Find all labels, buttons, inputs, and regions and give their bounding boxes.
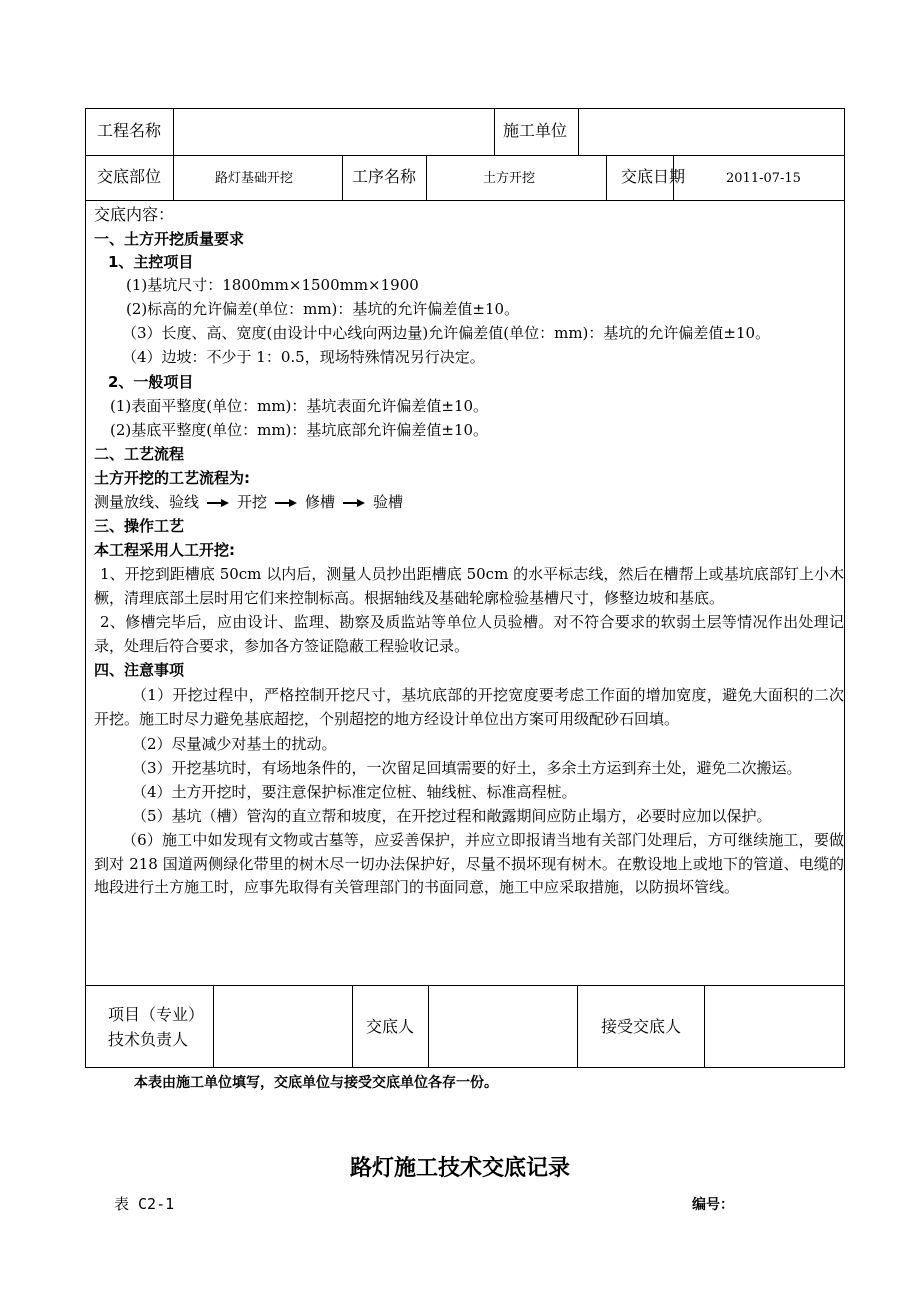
main-item-2: (2)标高的允许偏差(单位：mm)：基坑的允许偏差值±10。: [126, 300, 520, 318]
handover-person-label: 交底人: [366, 1017, 415, 1036]
section-2-subtitle: 土方开挖的工艺流程为:: [94, 469, 250, 487]
section-1-title: 一、土方开挖质量要求: [94, 230, 245, 248]
form-number: 表 C2-1: [114, 1195, 175, 1213]
process-name-label: 工序名称: [352, 167, 417, 186]
section-2-title: 二、工艺流程: [94, 445, 185, 463]
handover-part-label: 交底部位: [97, 167, 162, 186]
tech-lead-label-line1: 项目（专业）: [108, 1005, 205, 1024]
arrow-right-icon: [207, 498, 229, 508]
note-paragraph-2: （2）尽量减少对基土的扰动。: [132, 735, 337, 753]
section-3-subtitle: 本工程采用人工开挖:: [94, 541, 235, 559]
section-1-2-title: 2、一般项目: [108, 373, 194, 391]
general-item-2: (2)基底平整度(单位：mm)：基坑底部允许偏差值±10。: [110, 421, 489, 439]
serial-number-label: 编号：: [692, 1197, 734, 1213]
operation-paragraph-2: 2、修槽完毕后，应由设计、监理、勘察及质监站等单位人员验槽。对不符合要求的软弱土层等情况作出处理记录，处理后符合要求，参加各方签证隐蔽工程验收记录。: [94, 613, 844, 655]
flow-step-4: 验槽: [373, 493, 404, 511]
note-paragraph-4: （4）土方开挖时，要注意保护标准定位桩、轴线桩、标准高程桩。: [132, 783, 577, 801]
main-item-3: （3）长度、高、宽度(由设计中心线向两边量)允许偏差值(单位：mm)：基坑的允许偏差值±10。: [122, 324, 771, 342]
main-item-1: (1)基坑尺寸：1800mm×1500mm×1900: [126, 276, 419, 294]
flow-step-1: 测量放线、验线: [94, 493, 200, 511]
project-name-label: 工程名称: [97, 121, 162, 140]
arrow-right-icon: [275, 498, 297, 508]
footer-note: 本表由施工单位填写，交底单位与接受交底单位各存一份。: [134, 1075, 498, 1091]
process-name-value[interactable]: 土方开挖: [483, 171, 536, 186]
process-flow: [94, 491, 403, 513]
handover-part-value[interactable]: 路灯基础开挖: [215, 171, 294, 186]
general-item-1: (1)表面平整度(单位：mm)：基坑表面允许偏差值±10。: [110, 397, 489, 415]
flow-step-2: 开挖: [237, 493, 268, 511]
flow-step-3: 修槽: [305, 493, 336, 511]
main-item-4: （4）边坡：不少于 1：0.5，现场特殊情况另行决定。: [122, 348, 485, 366]
note-paragraph-3: （3）开挖基坑时，有场地条件的，一次留足回填需要的好土，多余土方运到弃土处，避免二次搬运。: [132, 759, 802, 777]
tech-lead-label-line2: 技术负责人: [108, 1030, 189, 1049]
arrow-right-icon: [343, 498, 365, 508]
section-1-1-title: 1、主控项目: [108, 253, 194, 271]
note-paragraph-1: （1）开挖过程中，严格控制开挖尺寸，基坑底部的开挖宽度要考虑工作面的增加宽度，避免大面积的二次开挖。施工时尽力避免基底超挖，个别超挖的地方经设计单位出方案可用级配砂石回填。: [94, 686, 844, 728]
note-paragraph-5: （5）基坑（槽）管沟的直立帮和坡度，在开挖过程和敞露期间应防止塌方，必要时应加以保护。: [132, 807, 772, 825]
section-4-title: 四、注意事项: [94, 661, 185, 679]
handover-date-value[interactable]: 2011-07-15: [726, 171, 801, 186]
content-intro: 交底内容：: [94, 205, 175, 224]
note-paragraph-6: （6）施工中如发现有文物或古墓等，应妥善保护，并应立即报请当地有关部门处理后，方可继续施工，要做到对 218 国道两侧绿化带里的树木尽一切办法保护好，尽量不损坏现有树木。在敷设地上或地下的管道、电缆的地段进行土方施工时，应事先取得有关管理部门的书面同意，施工中应采取措施，以防损坏管线。: [94, 831, 844, 896]
construction-unit-label: 施工单位: [503, 121, 568, 140]
receiver-label: 接受交底人: [601, 1017, 682, 1036]
section-3-title: 三、操作工艺: [94, 517, 185, 535]
page-title: 路灯施工技术交底记录: [349, 1156, 570, 1181]
handover-date-label: 交底日期: [621, 167, 686, 186]
operation-paragraph-1: 1、开挖到距槽底 50cm 以内后，测量人员抄出距槽底 50cm 的水平标志线，然后在槽帮上或基坑底部钉上小木橛，清理底部土层时用它们来控制标高。根据轴线及基础轮廓检验基槽尺寸，修整边坡和基底。: [94, 565, 844, 607]
